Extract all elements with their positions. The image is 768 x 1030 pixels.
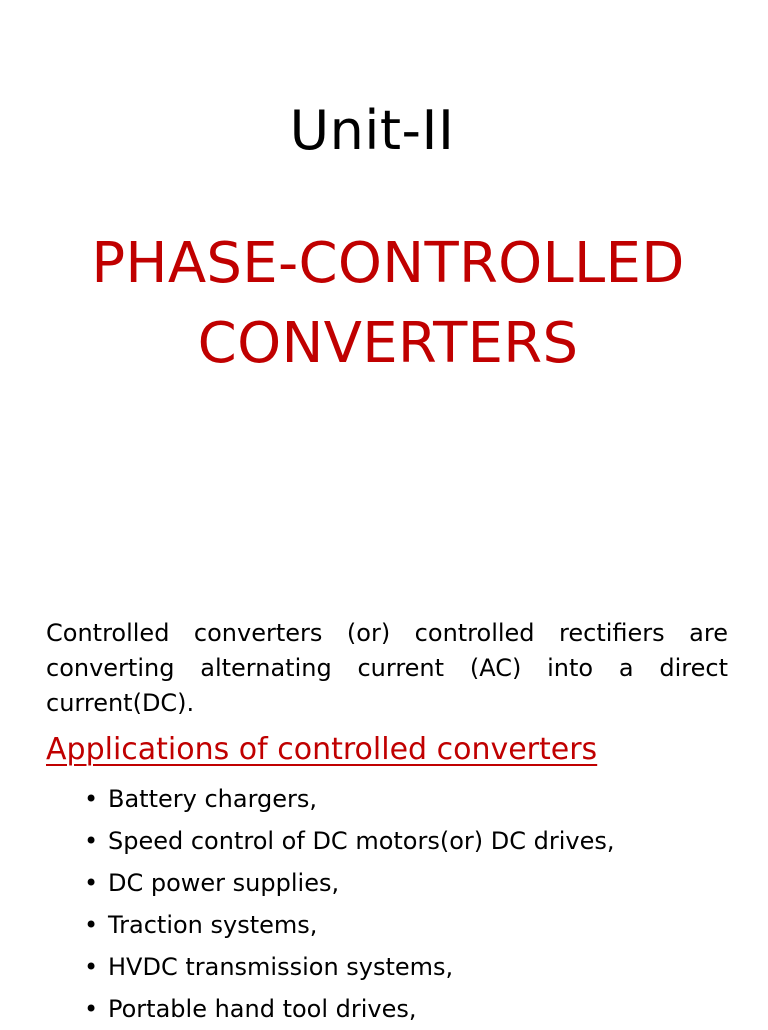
bullet-icon: • — [84, 911, 99, 939]
bullet-icon: • — [84, 785, 99, 813]
intro-line-2: converting alternating current (AC) into a direct — [46, 654, 728, 682]
list-item-label: Portable hand tool drives, — [108, 995, 417, 1023]
main-title-line-2: CONVERTERS — [197, 311, 579, 376]
bullet-icon: • — [84, 869, 99, 897]
list-item-label: Speed control of DC motors(or) DC drives, — [108, 827, 615, 855]
intro-line-3: current(DC). — [46, 689, 195, 717]
list-item-label: Traction systems, — [108, 911, 318, 939]
unit-title: Unit-II — [289, 99, 455, 162]
list-item-label: DC power supplies, — [108, 869, 340, 897]
list-item — [84, 862, 614, 904]
list-item-label: HVDC transmission systems, — [108, 953, 454, 981]
list-item — [84, 946, 614, 988]
main-title-line-1: PHASE-CONTROLLED — [91, 231, 685, 296]
intro-paragraph — [46, 616, 728, 721]
bullet-icon: • — [84, 953, 99, 981]
list-item — [84, 904, 614, 946]
main-title — [0, 224, 768, 384]
list-item — [84, 778, 614, 820]
applications-list — [84, 778, 614, 1030]
applications-heading: Applications of controlled converters — [46, 732, 598, 767]
list-item — [84, 820, 614, 862]
bullet-icon: • — [84, 995, 99, 1023]
bullet-icon: • — [84, 827, 99, 855]
list-item-label: Battery chargers, — [108, 785, 318, 813]
intro-line-1: Controlled converters (or) controlled rectifiers are — [46, 619, 728, 647]
